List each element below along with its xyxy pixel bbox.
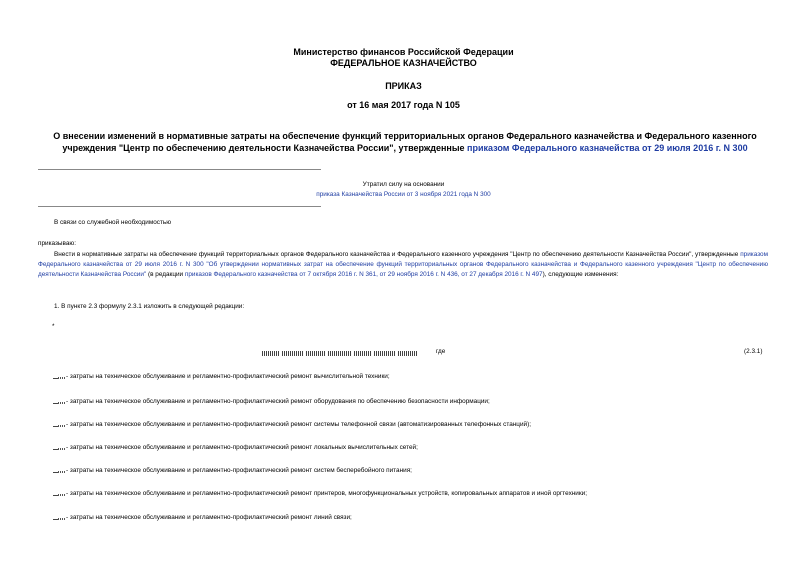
doc-title-link[interactable]: приказом Федерального казначейства от 29 июля 2016 г. N 300 [467,143,748,153]
list-item: - затраты на техническое обслуживание и регламентно-профилактический ремонт систем бесперебойного питания; [52,466,412,476]
footnote-star: * [52,323,55,330]
list-item: - затраты на техническое обслуживание и регламентно-профилактический ремонт оборудования по обеспечению безопасности информации; [52,397,490,407]
formula-symbol-icon [52,490,66,497]
formula-image [262,345,430,355]
para-changes-link2[interactable]: приказов Федерального казначейства от 7 октября 2016 г. N 361, от 29 ноября 2016 г. N 436, от 27 декабря 2016 г. N 497 [184,271,543,278]
para-changes-link1[interactable]: приказом Федерального казначейства от 29 июля 2016 г. N 300 "Об утверждении нормативных затрат на обеспечение функций территориальных органов Федерального казначейства и Федерального казенного учреждения "Центр по обеспечению деятельности Казначейства России" [38,251,768,278]
header-treasury: ФЕДЕРАЛЬНОЕ КАЗНАЧЕЙСТВО [330,58,477,68]
formula-suffix: где [436,348,446,355]
para-changes-text-b: (в редакции [146,271,185,278]
list-item: - затраты на техническое обслуживание и регламентно-профилактический ремонт вычислительной техники; [52,372,390,382]
para-changes-text-c: ), следующие изменения: [542,271,619,278]
list-item: - затраты на техническое обслуживание и регламентно-профилактический ремонт системы телефонной связи (автоматизированных телефонных станций); [52,420,531,430]
doc-title-text: О внесении изменений в нормативные затраты на обеспечение функций территориальных органов Федерального казначейства и Федерального казенного учреждения "Центр по обеспечению деятельности Казначейства России", утвержденные [53,131,757,153]
status-link[interactable]: приказа Казначейства России от 3 ноября 2021 года N 300 [316,191,491,198]
list-item: - затраты на техническое обслуживание и регламентно-профилактический ремонт локальных вычислительных сетей; [52,443,418,453]
header-ministry: Министерство финансов Российской Федерации [293,47,514,57]
list-item: - затраты на техническое обслуживание и регламентно-профилактический ремонт принтеров, многофункциональных устройств, копировальных аппаратов и иной оргтехники; [52,489,587,499]
status-line: Утратил силу на основании [362,181,445,188]
para-changes-text-a: Внести в нормативные затраты на обеспечение функций территориальных органов Федерального казначейства и Федерального казенного учреждения "Центр по обеспечению деятельности Казначейства России", утвержденные [54,251,741,258]
formula-symbol-icon [52,444,66,451]
formula-symbol-icon [52,373,66,380]
doc-type: ПРИКАЗ [385,81,422,91]
formula-symbol-icon [52,398,66,405]
formula-symbol-icon [52,421,66,428]
formula-symbol-icon [52,514,66,521]
para-order: приказываю: [38,240,76,247]
doc-title [45,130,765,154]
rule-bottom [38,206,321,207]
list-item: - затраты на техническое обслуживание и регламентно-профилактический ремонт линий связи; [52,513,352,523]
para-point-1: 1. В пункте 2.3 формулу 2.3.1 изложить в следующей редакции: [54,303,245,310]
para-reason: В связи со служебной необходимостью [54,219,172,226]
formula-number: (2.3.1) [744,348,763,355]
doc-date: от 16 мая 2017 года N 105 [347,100,460,110]
formula-symbol-icon [52,467,66,474]
para-changes [38,250,768,280]
rule-top [38,169,321,170]
